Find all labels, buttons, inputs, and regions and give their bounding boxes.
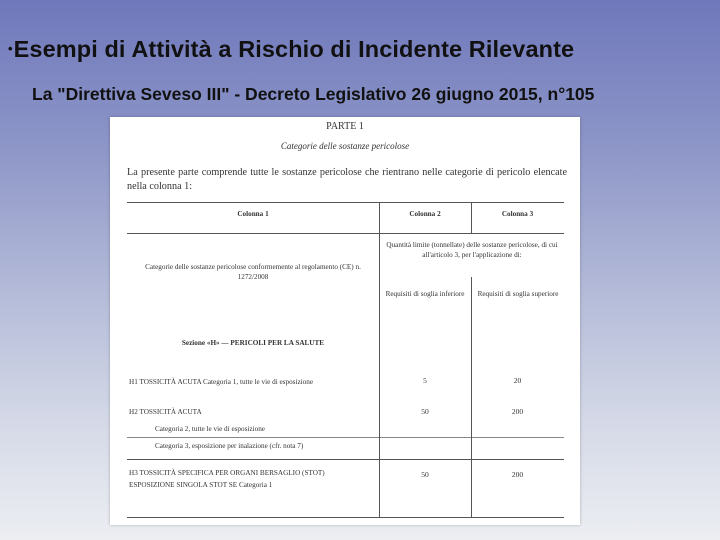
col1-description: Categorie delle sostanze pericolose conformemente al regolamento (CE) n. 1272/2008 [145,263,361,281]
table-rule [127,233,564,234]
section-heading: Sezione «H» — PERICOLI PER LA SALUTE [181,339,325,347]
table-rule [127,517,564,518]
table-rule [127,459,564,460]
row-h2-sub1: Categoria 2, tutte le vie di esposizione [155,425,265,433]
row-h2-lower: 50 [421,407,429,416]
row-h2-upper: 200 [511,407,524,416]
slide-title-text: Esempi di Attività a Rischio di Incidente Rilevante [13,36,575,62]
col1-header: Colonna 1 [237,210,269,218]
row-h3-lower: 50 [421,470,429,479]
lower-threshold-header: Requisiti di soglia inferiore [385,290,465,298]
col3-header: Colonna 3 [501,210,534,218]
table-rule [127,202,564,203]
quantity-header: Quantità limite (tonnellate) delle sostanze pericolose, di cui all'articolo 3, per l'applicazione di: [386,241,558,259]
document-part-heading: PARTE 1 [326,121,364,132]
row-h2-sub2: Categoria 3, esposizione per inalazione (cfr. nota 7) [155,442,304,450]
row-h3-label2: ESPOSIZIONE SINGOLA STOT SE Categoria 1 [129,481,273,489]
table-rule [127,437,564,438]
col2-header: Colonna 2 [409,210,441,218]
row-h1-label: H1 TOSSICITÀ ACUTA Categoria 1, tutte le vie di esposizione [129,378,314,386]
upper-threshold-header: Requisiti di soglia superiore [477,290,559,298]
document-image [110,117,580,525]
row-h3-upper: 200 [511,470,524,479]
row-h2-label: H2 TOSSICITÀ ACUTA [129,408,202,416]
table-column-rule [471,277,472,517]
row-h1-upper: 20 [513,376,522,385]
hazard-table [127,202,564,518]
document-intro: La presente parte comprende tutte le sostanze pericolose che rientrano nelle categorie di pericolo elencate nella colonna 1: [127,167,567,192]
slide-subtitle: La "Direttiva Seveso III" - Decreto Legislativo 26 giugno 2015, n°105 [32,84,595,104]
title-bullet: • [8,41,13,56]
slide-title [8,36,714,63]
document-category-title: Categorie delle sostanze pericolose [280,141,410,151]
row-h3-label: H3 TOSSICITÀ SPECIFICA PER ORGANI BERSAGLIO (STOT) [129,469,325,477]
row-h1-lower: 5 [423,376,427,385]
